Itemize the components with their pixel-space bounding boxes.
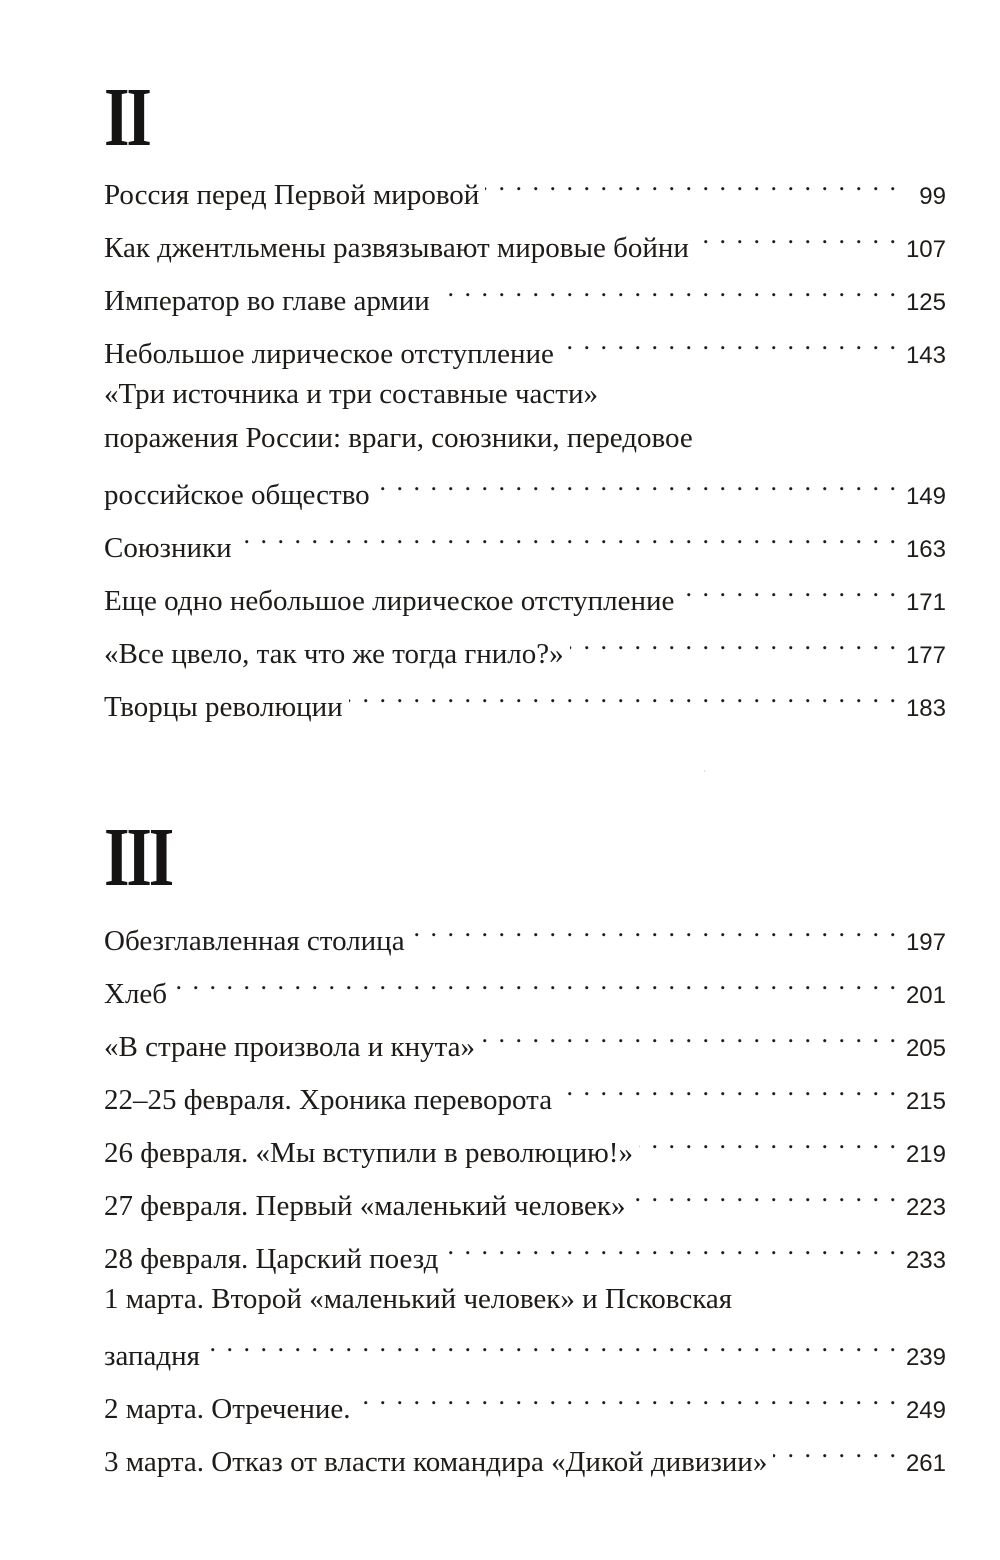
toc-dot-leader — [436, 266, 898, 310]
toc-entry[interactable] — [104, 1118, 946, 1169]
toc-entry-title: Творцы революции — [104, 691, 343, 723]
toc-page-number: 149 — [905, 483, 946, 510]
toc-page-number: 143 — [905, 342, 946, 369]
toc-entry[interactable] — [104, 213, 946, 264]
toc-entry[interactable] — [104, 1012, 946, 1063]
toc-entry-title: Союзники — [104, 532, 232, 564]
toc-entry[interactable] — [104, 160, 946, 211]
toc-page-number: 201 — [905, 982, 946, 1009]
toc-entry-title: Небольшое лирическое отступление — [104, 338, 554, 370]
toc-dot-leader — [558, 1065, 898, 1109]
toc-dot-leader — [376, 460, 898, 504]
toc-dot-leader — [349, 672, 898, 716]
scan-speck — [704, 770, 705, 772]
toc-entry[interactable] — [104, 1277, 946, 1372]
toc-dot-leader — [631, 1171, 898, 1215]
toc-entry-title: 2 марта. Отречение. — [104, 1393, 351, 1425]
toc-entry[interactable] — [104, 1065, 946, 1116]
toc-entry-title: 28 февраля. Царский поезд — [104, 1243, 439, 1275]
toc-list-part-3 — [104, 906, 946, 1478]
toc-entry[interactable] — [104, 319, 946, 370]
toc-entry-title: Хлеб — [104, 978, 168, 1010]
toc-entry[interactable] — [104, 372, 946, 511]
toc-entry-title: Обезглавленная столица — [104, 925, 405, 957]
toc-page-number: 99 — [919, 183, 946, 210]
toc-page-number: 239 — [905, 1344, 946, 1371]
toc-page-number: 223 — [905, 1194, 946, 1221]
part-numeral: III — [104, 811, 172, 904]
toc-dot-leader — [444, 1224, 898, 1268]
toc-dot-leader — [560, 319, 898, 363]
toc-entry-title: «В стране произвола и кнута» — [104, 1031, 475, 1063]
toc-dot-leader — [357, 1374, 898, 1418]
toc-page-number: 171 — [905, 589, 946, 616]
toc-page-number: 219 — [905, 1141, 946, 1168]
toc-entry[interactable] — [104, 566, 946, 617]
toc-page-number: 197 — [905, 929, 946, 956]
toc-page-number: 233 — [905, 1247, 946, 1274]
toc-entry-title: «Все цвело, так что же тогда гнило?» — [104, 638, 564, 670]
toc-entry-title: 1 марта. Второй «маленький человек» и Псковская — [104, 1283, 733, 1315]
toc-page-number: 125 — [905, 289, 946, 316]
toc-entry[interactable] — [104, 1374, 946, 1425]
toc-entry-title: Как джентльмены развязывают мировые бойни — [104, 232, 689, 264]
toc-page-number: 205 — [905, 1035, 946, 1062]
toc-entry[interactable] — [104, 619, 946, 670]
toc-dot-leader — [481, 1012, 898, 1056]
toc-dot-leader — [570, 619, 898, 663]
toc-entry-title-continued: российское общество — [104, 479, 370, 511]
toc-entry-title: 27 февраля. Первый «маленький человек» — [104, 1190, 626, 1222]
toc-dot-leader — [411, 906, 898, 950]
toc-entry-title: Еще одно небольшое лирическое отступление — [104, 585, 675, 617]
toc-page-number: 107 — [905, 236, 946, 263]
toc-entry-title: Император во главе армии — [104, 285, 430, 317]
toc-entry[interactable] — [104, 1427, 946, 1478]
toc-entry[interactable] — [104, 1171, 946, 1222]
toc-dot-leader — [238, 513, 898, 557]
toc-entry[interactable] — [104, 266, 946, 317]
toc-page-number: 249 — [905, 1397, 946, 1424]
toc-entry-title-continued: западня — [104, 1340, 200, 1372]
toc-page-number: 183 — [905, 695, 946, 722]
toc-page-number: 163 — [905, 536, 946, 563]
toc-dot-leader — [206, 1321, 898, 1365]
toc-entry-title: «Три источника и три составные части» — [104, 378, 598, 410]
toc-entry-title: Россия перед Первой мировой — [104, 179, 480, 211]
toc-entry-title: 3 марта. Отказ от власти командира «Дикой дивизии» — [104, 1446, 768, 1478]
toc-entry[interactable] — [104, 1224, 946, 1275]
toc-entry[interactable] — [104, 513, 946, 564]
toc-entry[interactable] — [104, 959, 946, 1010]
toc-dot-leader — [173, 959, 898, 1003]
toc-dot-leader — [695, 213, 898, 257]
toc-dot-leader — [773, 1427, 898, 1471]
toc-page-number: 177 — [905, 642, 946, 669]
part-numeral: II — [104, 71, 149, 164]
toc-dot-leader — [639, 1118, 898, 1162]
toc-entry[interactable] — [104, 672, 946, 723]
toc-entry-title-continued: поражения России: враги, союзники, передовое — [104, 422, 693, 454]
toc-dot-leader — [485, 160, 898, 204]
toc-entry[interactable] — [104, 906, 946, 957]
toc-page-number: 261 — [905, 1450, 946, 1477]
toc-entry-title: 22–25 февраля. Хроника переворота — [104, 1084, 553, 1116]
toc-dot-leader — [680, 566, 898, 610]
toc-entry-title: 26 февраля. «Мы вступили в революцию!» — [104, 1137, 633, 1169]
toc-list-part-2 — [104, 160, 946, 723]
toc-page-number: 215 — [905, 1088, 946, 1115]
